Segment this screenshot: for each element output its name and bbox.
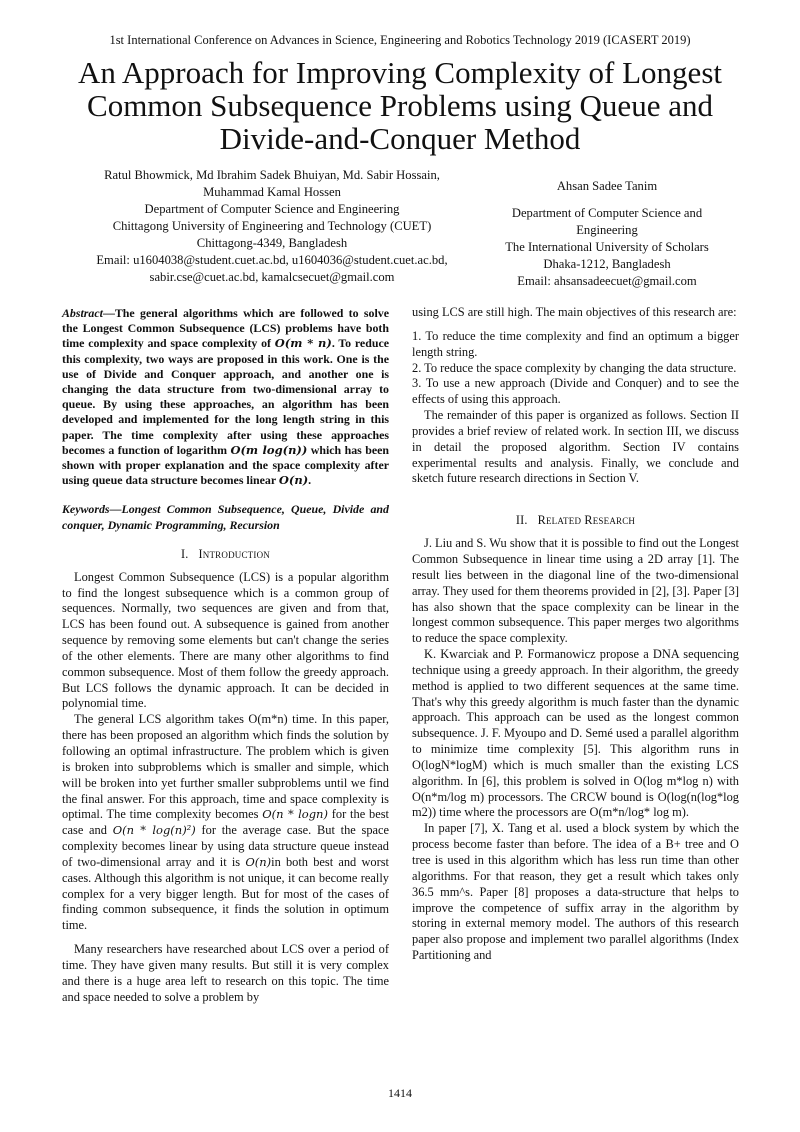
intro-paragraph-3: Many researchers have researched about LCS over a period of time. They have given many results. But still it is very complex and there is a huge area left to research on this topic. The time and space needed to solve a problem by (62, 942, 389, 1004)
section-2-heading (412, 513, 739, 529)
author-department: Department of Computer Science and Engineering (144, 202, 400, 216)
conference-header: 1st International Conference on Advances in Science, Engineering and Robotics Technology 2019 (ICASERT 2019) (109, 33, 691, 47)
right-column (412, 305, 739, 964)
organization-paragraph: The remainder of this paper is organized as follows. Section II provides a brief review of related work. In section III, we discuss in detail the proposed algorithm. Section IV contains experimental results and analysis. Finally, we conclude and sketch future research directions in Section V. (412, 408, 739, 486)
abstract-text-3: which has been shown with proper explanation and the space complexity after using queue data structure becomes linear (62, 442, 390, 488)
paper-title: An Approach for Improving Complexity of Longest Common Subsequence Problems using Queue and Divide-and-Conquer Method (77, 55, 722, 156)
abstract-dash: — (102, 306, 115, 320)
objectives-intro: using LCS are still high. The main objectives of this research are: (412, 305, 737, 319)
intro-paragraph-2 (62, 712, 389, 934)
keywords: Keywords—Longest Common Subsequence, Queue, Divide and conquer, Dynamic Programming, Recursion (62, 502, 389, 532)
intro-math-2: O(n * log(n)²) (112, 823, 196, 838)
abstract-text-1: The general algorithms which are followed to solve the Longest Common Subsequence (LCS) problems have both time complexity and space complexity of (62, 306, 389, 351)
abstract-math-1: O(m * n) (274, 336, 332, 351)
intro-paragraph-1: Longest Common Subsequence (LCS) is a popular algorithm to find the longest subsequence which is a common group of sequences. Normally, two sequences are given and from that, LCS has been found out. A subsequence is gained from another sequence by removing some elements but can't change the series of the other elements. There are many other algorithms to find common subsequence. Most of them follow the greedy approach. But LCS follows the dynamic approach. It can be decided in polynomial time. (62, 569, 389, 711)
author-department-right-1: Department of Computer Science and (511, 206, 703, 220)
author-names-line-2: Muhammad Kamal Hossen (203, 185, 341, 199)
author-email-line-1: Email: u1604038@student.cuet.ac.bd, u1604036@student.cuet.ac.bd, (96, 253, 448, 267)
intro-math-3: O(n) (245, 854, 272, 869)
authors-right-block (478, 178, 736, 290)
abstract-math-3: O(n) (278, 473, 309, 488)
author-email-line-2: sabir.cse@cuet.ac.bd, kamalcsecuet@gmail.com (149, 270, 395, 284)
abstract-text-2: . To reduce this complexity, two ways are proposed in this work. One is the use of Divide and Conquer approach, and another one is changing the data structure from two-dimensional array to queue. By using these approaches, an algorithm has been developed and implemented for the long length string in this paper. The time complexity after using these approaches becomes a function of logarithm (62, 336, 389, 457)
section-1-heading (62, 547, 389, 563)
abstract-text-4: . (308, 473, 312, 488)
related-paragraph-2: K. Kwarciak and P. Formanowicz propose a DNA sequencing technique using a greedy approach. In their algorithm, the greedy method is applied to two different sequences at the same time. That's why this greedy algorithm is much faster than the dynamic approach. This approach can be used as the longest common subsequence. J. F. Myoupo and D. Semé used a parallel algorithm to minimize time complexity [5]. This algorithm runs in O(logN*logM) which is much smaller than the existing LCS algorithm. In [6], this problem is solved in O(log m*log n) with O(n*m/log m) processors. The CRCW bound is O(log(n(log*log m2)) time where the processors are O(m*n/log* log m). (412, 647, 739, 820)
abstract-lead: Abstract (62, 306, 103, 320)
author-university: Chittagong University of Engineering and Technology (CUET) (112, 219, 432, 233)
objective-2: 2. To reduce the space complexity by changing the data structure. (412, 360, 737, 375)
intro-p2-text-b: for the best case and (62, 807, 389, 838)
related-paragraph-3: In paper [7], X. Tang et al. used a block system by which the process become faster than before. The idea of a B+ tree and O tree is used in this algorithm which has less run time than other algorithms. For that reason, they get a result which takes only 36.5 mm^s. Paper [8] proposes a data-structure that helps to improve the competence of suffix array in the algorithm by storing in external memory model. The authors of this research paper also propose and implement two parallel algorithms (Index Partitioning and (412, 821, 739, 963)
objective-1: 1. To reduce the time complexity and find an optimum a bigger length string. (412, 328, 739, 359)
author-university-right: The International University of Scholars (505, 240, 709, 254)
author-city-right: Dhaka-1212, Bangladesh (543, 257, 671, 271)
author-department-right-2: Engineering (576, 223, 638, 237)
intro-p2-text-a: The general LCS algorithm takes O(m*n) time. In this paper, there has been proposed an algorithm which finds the solution by following an optimal infrastructure. The problem which is given is broken into subproblems which is smaller and simple, which will be broken into yet further smaller subproblems until we find the final answer. For this approach, time and space complexity is optimal. The time complexity becomes (62, 712, 389, 822)
abstract-math-2: O(m log(n)) (230, 442, 308, 457)
left-column (62, 306, 389, 1005)
section-2-number: II. (515, 513, 528, 528)
section-1-title: Introduction (198, 546, 270, 561)
page-number: 1414 (388, 1086, 412, 1100)
intro-math-1: O(n * logn) (262, 807, 328, 822)
author-names-line-1: Ratul Bhowmick, Md Ibrahim Sadek Bhuiyan, Md. Sabir Hossain, (104, 168, 440, 182)
author-name-right: Ahsan Sadee Tanim (556, 179, 658, 193)
intro-p2-text-c: for the average case. But the space complexity becomes linear by using data structure queue instead of two-dimensional array and it is (62, 823, 390, 869)
intro-p2-text-d: in both best and worst cases. Although this algorithm is not unique, it can become really complex for a very bigger length. But for most of the cases of finding common subsequence, it finds the solution in optimum time. (62, 854, 389, 933)
section-2-title: Related Research (537, 513, 636, 528)
objective-3: 3. To use a new approach (Divide and Conquer) and to see the effects of using this approach. (412, 376, 739, 407)
section-1-number: I. (181, 546, 189, 561)
author-email-right: Email: ahsansadeecuet@gmail.com (517, 274, 697, 288)
author-city: Chittagong-4349, Bangladesh (196, 236, 348, 250)
related-paragraph-1: J. Liu and S. Wu show that it is possible to find out the Longest Common Subsequence in linear time using a 2D array [1]. The result lies between in the diagonal line of the two-dimensional array. They used for them theorems provided in [2], [3]. Paper [3] has also shown that the space complexity can be linear in the longest common subsequence. This paper merges two algorithms to reduce the space complexity. (412, 536, 739, 646)
authors-left-block (62, 167, 482, 286)
abstract (62, 306, 389, 488)
